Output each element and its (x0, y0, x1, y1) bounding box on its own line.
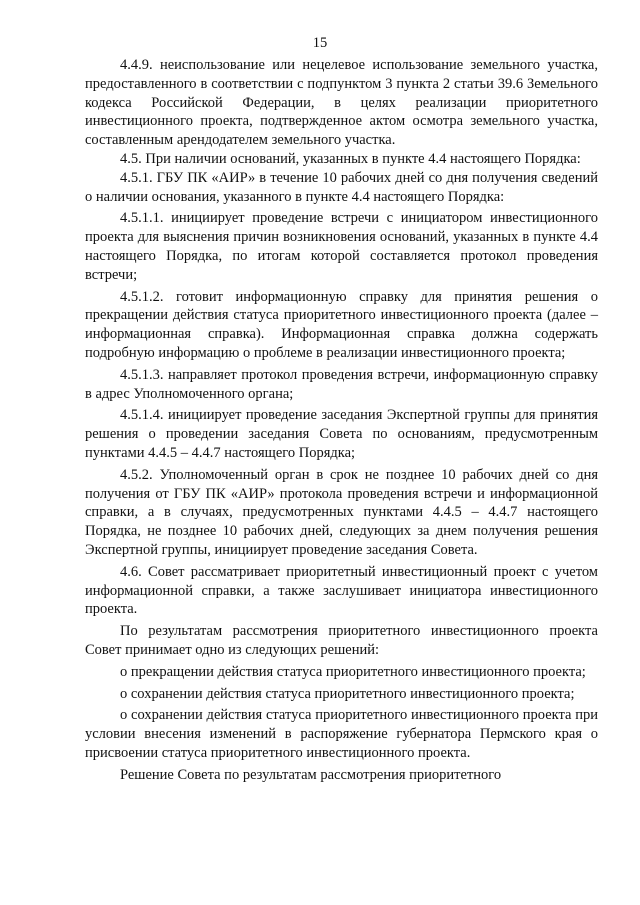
page-number: 15 (312, 35, 328, 51)
paragraph-4-4-9: 4.4.9. неиспользование или нецелевое использование земельного участка, предоставленного в соответствии с подпунктом 3 пункта 2 статьи 39.6 Земельного кодекса Российской Федерации, в целях реализации приоритетного инвестиционного проекта, подтвержденное актом осмотра земельного участка, составленным арендодателем земельного участка. (85, 57, 598, 149)
paragraph-4-5-1-3: 4.5.1.3. направляет протокол проведения встречи, информационную справку в адрес Уполномоченного органа; (85, 366, 598, 402)
paragraph-4-5-1-2: 4.5.1.2. готовит информационную справку для принятия решения о прекращении действия статуса приоритетного инвестиционного проекта (далее – информационная справка). Информационная справка должна содержать подробную информацию о проблеме в реализации инвестиционного проекта; (85, 288, 598, 361)
paragraph-4-5-1-1: 4.5.1.1. инициирует проведение встречи с инициатором инвестиционного проекта для выяснения причин возникновения оснований, указанных в пункте 4.4 настоящего Порядка, по итогам которой составляется протокол проведения встречи; (85, 210, 598, 283)
paragraph-decision-preservation: о сохранении действия статуса приоритетного инвестиционного проекта; (120, 685, 575, 702)
document-body (85, 56, 598, 784)
paragraph-council-decisions-intro: По результатам рассмотрения приоритетного инвестиционного проекта Совет принимает одно из следующих решений: (85, 623, 598, 658)
paragraph-4-6: 4.6. Совет рассматривает приоритетный инвестиционный проект с учетом информационной справки, а также заслушивает инициатора инвестиционного проекта. (85, 563, 598, 618)
paragraph-4-5-1-4: 4.5.1.4. инициирует проведение заседания Экспертной группы для принятия решения о проведении заседания Совета по основаниям, предусмотренным пунктами 4.4.5 – 4.4.7 настоящего Порядка; (85, 407, 598, 461)
paragraph-4-5: 4.5. При наличии оснований, указанных в пункте 4.4 настоящего Порядка: (120, 150, 581, 167)
paragraph-decision-termination: о прекращении действия статуса приоритетного инвестиционного проекта; (120, 663, 586, 680)
paragraph-decision-conditional-preservation: о сохранении действия статуса приоритетного инвестиционного проекта при условии внесения изменений в распоряжение губернатора Пермского края о присвоении статуса приоритетного инвестиционного проекта. (85, 707, 598, 761)
paragraph-council-decision-start: Решение Совета по результатам рассмотрения приоритетного (120, 766, 502, 783)
paragraph-4-5-2: 4.5.2. Уполномоченный орган в срок не позднее 10 рабочих дней со дня получения от ГБУ ПК «АИР» протокола проведения встречи и информационной справки, а в случаях, предусмотренных пунктами 4.4.5 – 4.4.7 настоящего Порядка, не позднее 10 рабочих дней, следующих за днем получения решения Экспертной группы, инициирует проведение заседания Совета. (85, 466, 598, 558)
paragraph-4-5-1: 4.5.1. ГБУ ПК «АИР» в течение 10 рабочих дней со дня получения сведений о наличии основания, указанного в пункте 4.4 настоящего Порядка: (85, 169, 598, 205)
